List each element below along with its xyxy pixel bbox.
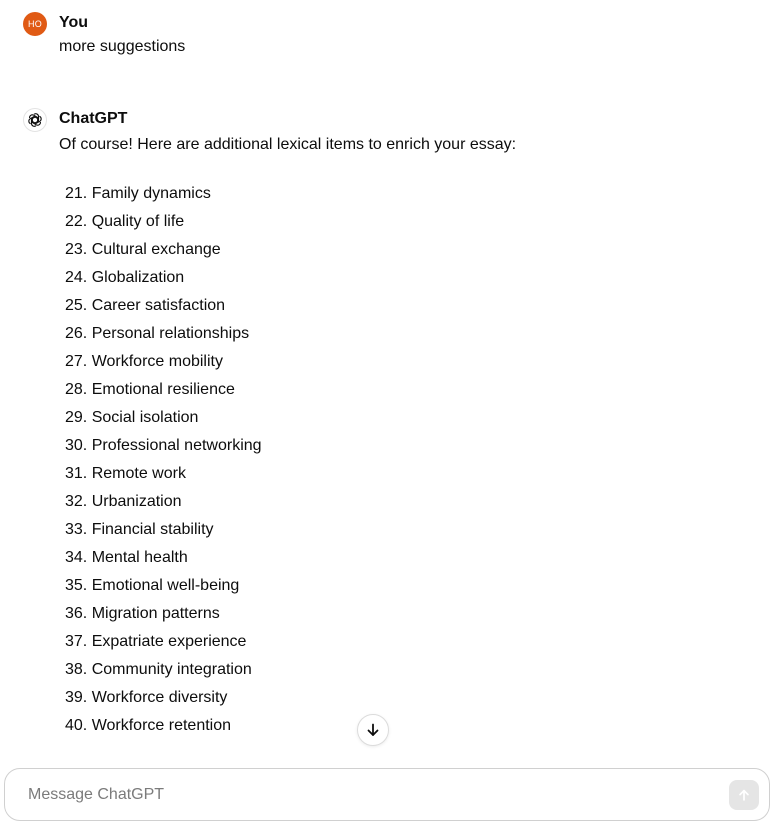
list-item: 37. Expatriate experience: [65, 633, 247, 650]
message-input[interactable]: [28, 783, 708, 807]
arrow-down-icon: [365, 722, 381, 738]
list-item: 25. Career satisfaction: [65, 297, 226, 314]
send-button[interactable]: [729, 780, 759, 810]
list-item: 34. Mental health: [65, 549, 188, 566]
arrow-up-icon: [737, 788, 751, 802]
list-item: 24. Globalization: [65, 269, 185, 286]
list-item: 30. Professional networking: [65, 437, 262, 454]
list-item: 28. Emotional resilience: [65, 381, 235, 398]
assistant-intro-text: Of course! Here are additional lexical items to enrich your essay:: [59, 136, 517, 153]
user-message-text: more suggestions: [59, 38, 186, 55]
user-avatar: HO: [23, 12, 47, 36]
suggestion-list: [65, 184, 262, 744]
user-author-name: You: [59, 14, 89, 31]
list-item: 21. Family dynamics: [65, 185, 211, 202]
chatgpt-avatar: [23, 108, 47, 132]
list-item: 39. Workforce diversity: [65, 689, 228, 706]
list-item: 32. Urbanization: [65, 493, 182, 510]
list-item: 40. Workforce retention: [65, 717, 232, 734]
openai-logo-icon: [27, 112, 43, 128]
list-item: 31. Remote work: [65, 465, 186, 482]
list-item: 26. Personal relationships: [65, 325, 250, 342]
list-item: 33. Financial stability: [65, 521, 214, 538]
list-item: 36. Migration patterns: [65, 605, 220, 622]
list-item: 35. Emotional well-being: [65, 577, 240, 594]
list-item: 38. Community integration: [65, 661, 252, 678]
list-item: 23. Cultural exchange: [65, 241, 221, 258]
list-item: 22. Quality of life: [65, 213, 185, 230]
list-item: 27. Workforce mobility: [65, 353, 223, 370]
assistant-author-name: ChatGPT: [59, 110, 128, 127]
list-item: 29. Social isolation: [65, 409, 199, 426]
message-composer: [4, 768, 770, 821]
scroll-to-bottom-button[interactable]: [357, 714, 389, 746]
